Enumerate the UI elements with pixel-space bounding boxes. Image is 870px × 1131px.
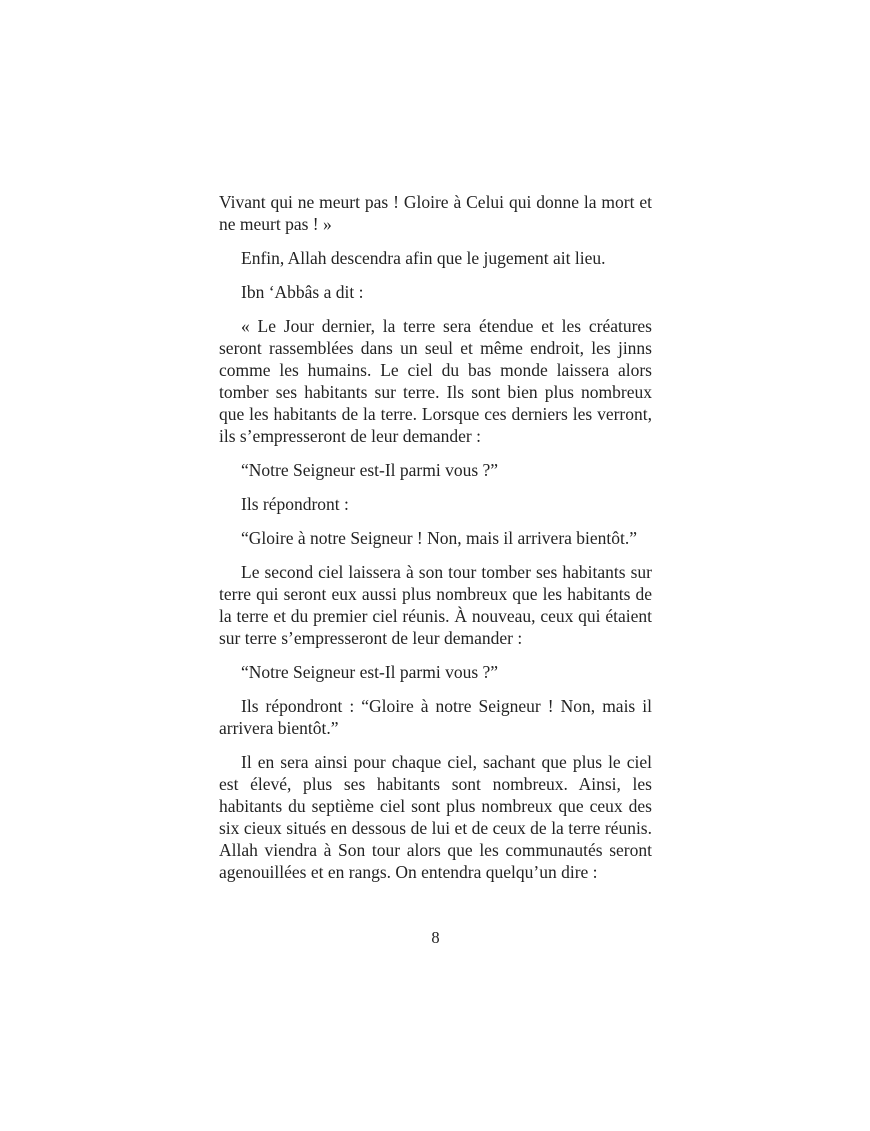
paragraph-quote-continuation: Vivant qui ne meurt pas ! Gloire à Celui qui donne la mort et ne meurt pas ! » [219, 192, 652, 234]
paragraph-attribution: Ibn ‘Abbâs a dit : [241, 282, 364, 302]
paragraph: Il en sera ainsi pour chaque ciel, sachant que plus le ciel est élevé, plus ses habitants sont nombreux. Ainsi, les habitants du septième ciel sont plus nombreux que ceux des six cieux situés en dessous de lui et de ceux de la terre réunis. Allah viendra à Son tour alors que les communautés seront agenouillées et en rangs. On entendra quelqu’un dire : [219, 752, 652, 882]
text-block [219, 191, 652, 895]
paragraph: Le second ciel laissera à son tour tomber ses habitants sur terre qui seront eux aussi plus nombreux que les habitants de la terre et du premier ciel réunis. À nouveau, ceux qui étaient sur terre s’empresseront de leur demander : [219, 562, 652, 648]
paragraph-dialogue: “Notre Seigneur est-Il parmi vous ?” [241, 662, 499, 682]
paragraph: « Le Jour dernier, la terre sera étendue et les créatures seront rassemblées dans un seul et même endroit, les jinns comme les humains. Le ciel du bas monde laissera alors tomber ses habitants sur terre. Ils sont bien plus nombreux que les habitants de la terre. Lorsque ces derniers les verront, ils s’empresseront de leur demander : [219, 316, 652, 446]
paragraph-dialogue: “Gloire à notre Seigneur ! Non, mais il arrivera bientôt.” [241, 528, 638, 548]
paragraph: Ils répondront : [241, 494, 349, 514]
paragraph-dialogue: “Notre Seigneur est-Il parmi vous ?” [241, 460, 499, 480]
paragraph: Enfin, Allah descendra afin que le jugement ait lieu. [241, 248, 606, 268]
page-number: 8 [431, 928, 440, 947]
paragraph: Ils répondront : “Gloire à notre Seigneur ! Non, mais il arrivera bientôt.” [219, 696, 652, 738]
